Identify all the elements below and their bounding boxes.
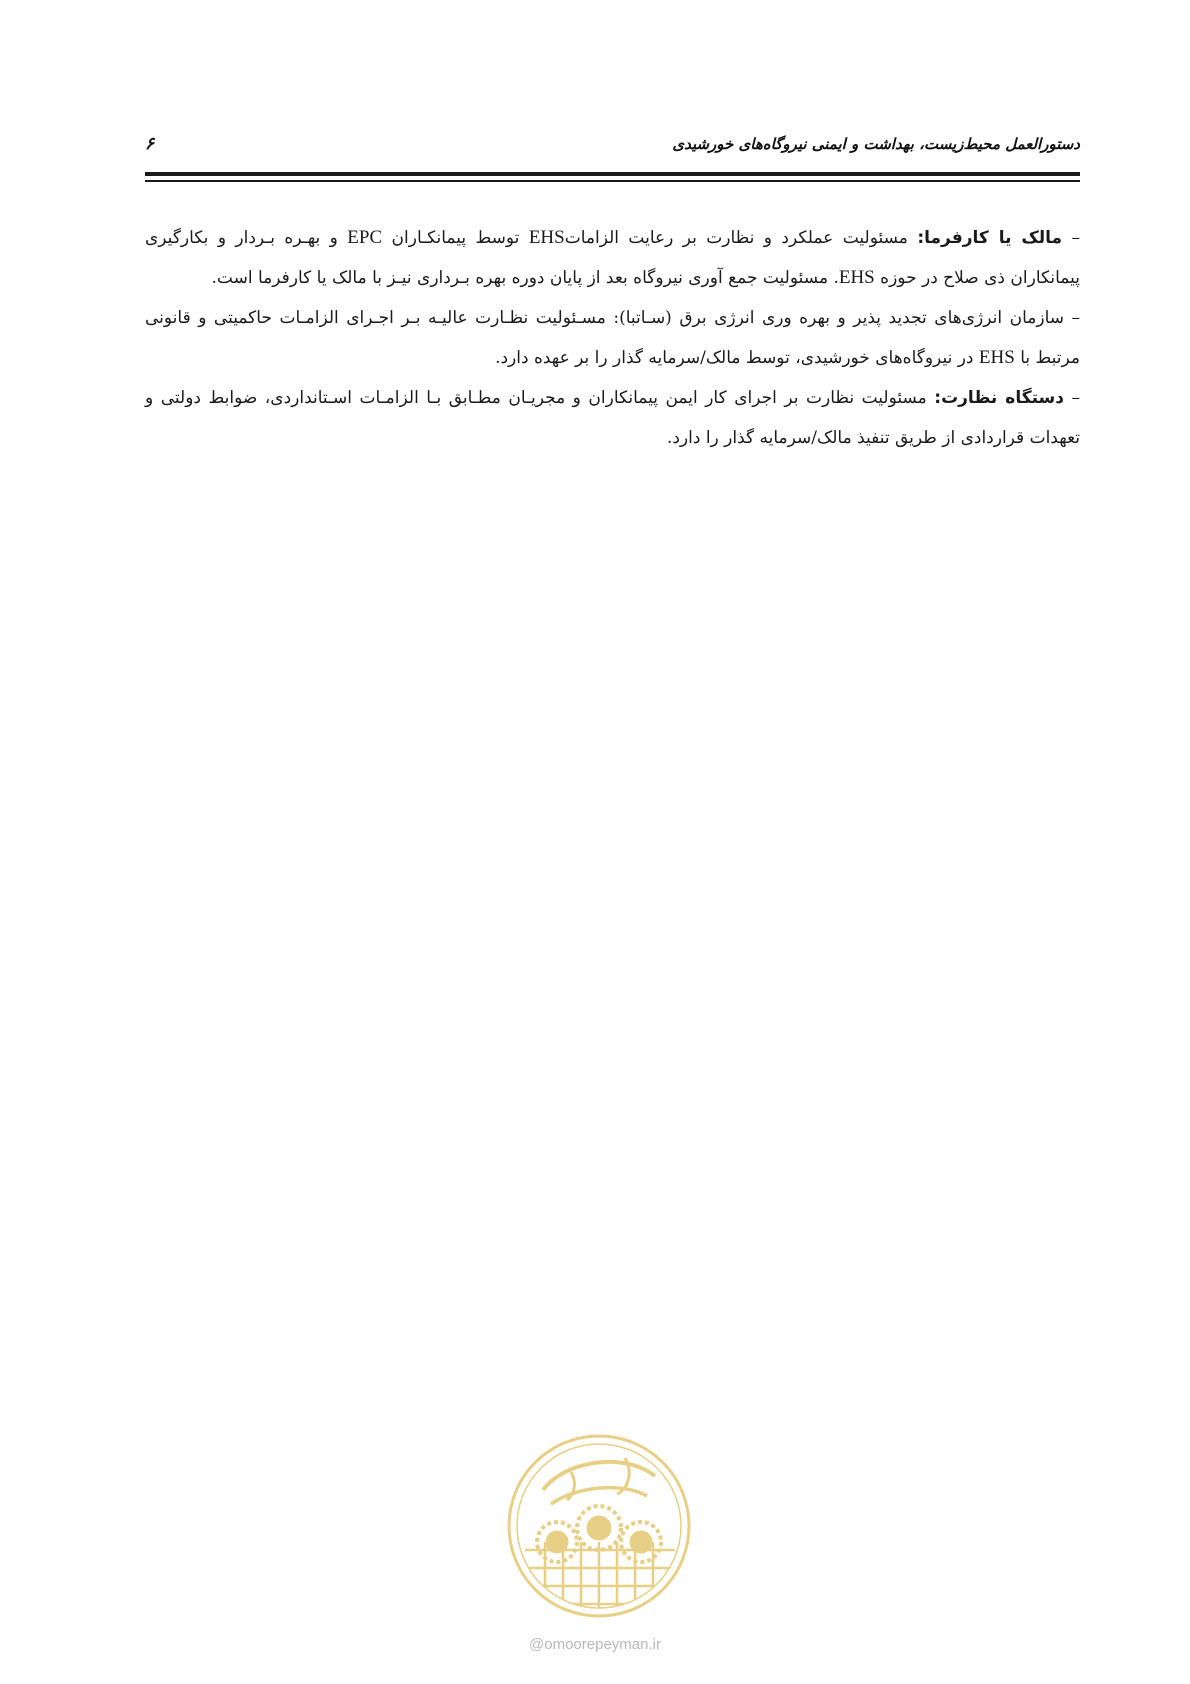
text-segment: مسئولیت نظارت بر اجرای کار ایمن پیمانکاران و مجریـان مطـابق بـا الزامـات اسـتانداردی، ضوابط دولتی و تعهدات قراردادی از طریق تنفیذ مالک/سرمایه گذار را دارد. [145,388,1080,448]
term-supervisor: دستگاه نظارت: [934,388,1064,408]
latin-term: EHS [978,347,1015,368]
text-segment: در نیروگاه‌های خورشیدی، توسط مالک/سرمایه گذار را بر عهده دارد. [495,348,979,368]
watermark-url: @omoorepeyman.ir [529,1636,661,1653]
header-rule-thick [145,172,1080,176]
paragraph-supervisor [145,378,1080,458]
paragraph-owner [145,218,1080,298]
text-segment: مسئولیت عملکرد و نظارت بر رعایت الزامات [564,228,918,248]
watermark-logo [505,1432,693,1620]
header-rule-thin [145,180,1080,182]
watermark-seal [509,1436,689,1616]
bullet-dash: – [1063,388,1080,408]
paragraph-satba [145,298,1080,378]
text-segment: توسط پیمانکـاران [382,228,529,248]
latin-term: EHS [528,227,565,248]
latin-term: EHS [838,267,875,288]
bullet-dash: – [1062,228,1080,248]
text-segment: – سازمان انرژی‌های تجدید پذیر و بهره وری انرژی برق (سـاتبا): مسـئولیت نظـارت عالیـه بـر اجـرای الزامـات حاکمیتی و قانونی مرتبط با [145,308,1080,368]
latin-term: EPC [347,227,383,248]
page-header [145,132,1080,156]
text-segment: . مسئولیت جمع آوری نیروگاه بعد از پایان دوره بهره بـرداری نیـز با مالک یا کارفرما است. [211,268,839,288]
text-segment: و بهـره بـردار و بکارگیری پیمانکاران ذی صلاح در حوزه [145,228,1080,288]
body-text [145,218,1080,458]
term-owner: مالک یا کارفرما: [917,228,1063,248]
page-number: ۶ [145,134,155,154]
running-title: دستورالعمل محیط‌زیست، بهداشت و ایمنی نیروگاه‌های خورشیدی [672,135,1080,153]
